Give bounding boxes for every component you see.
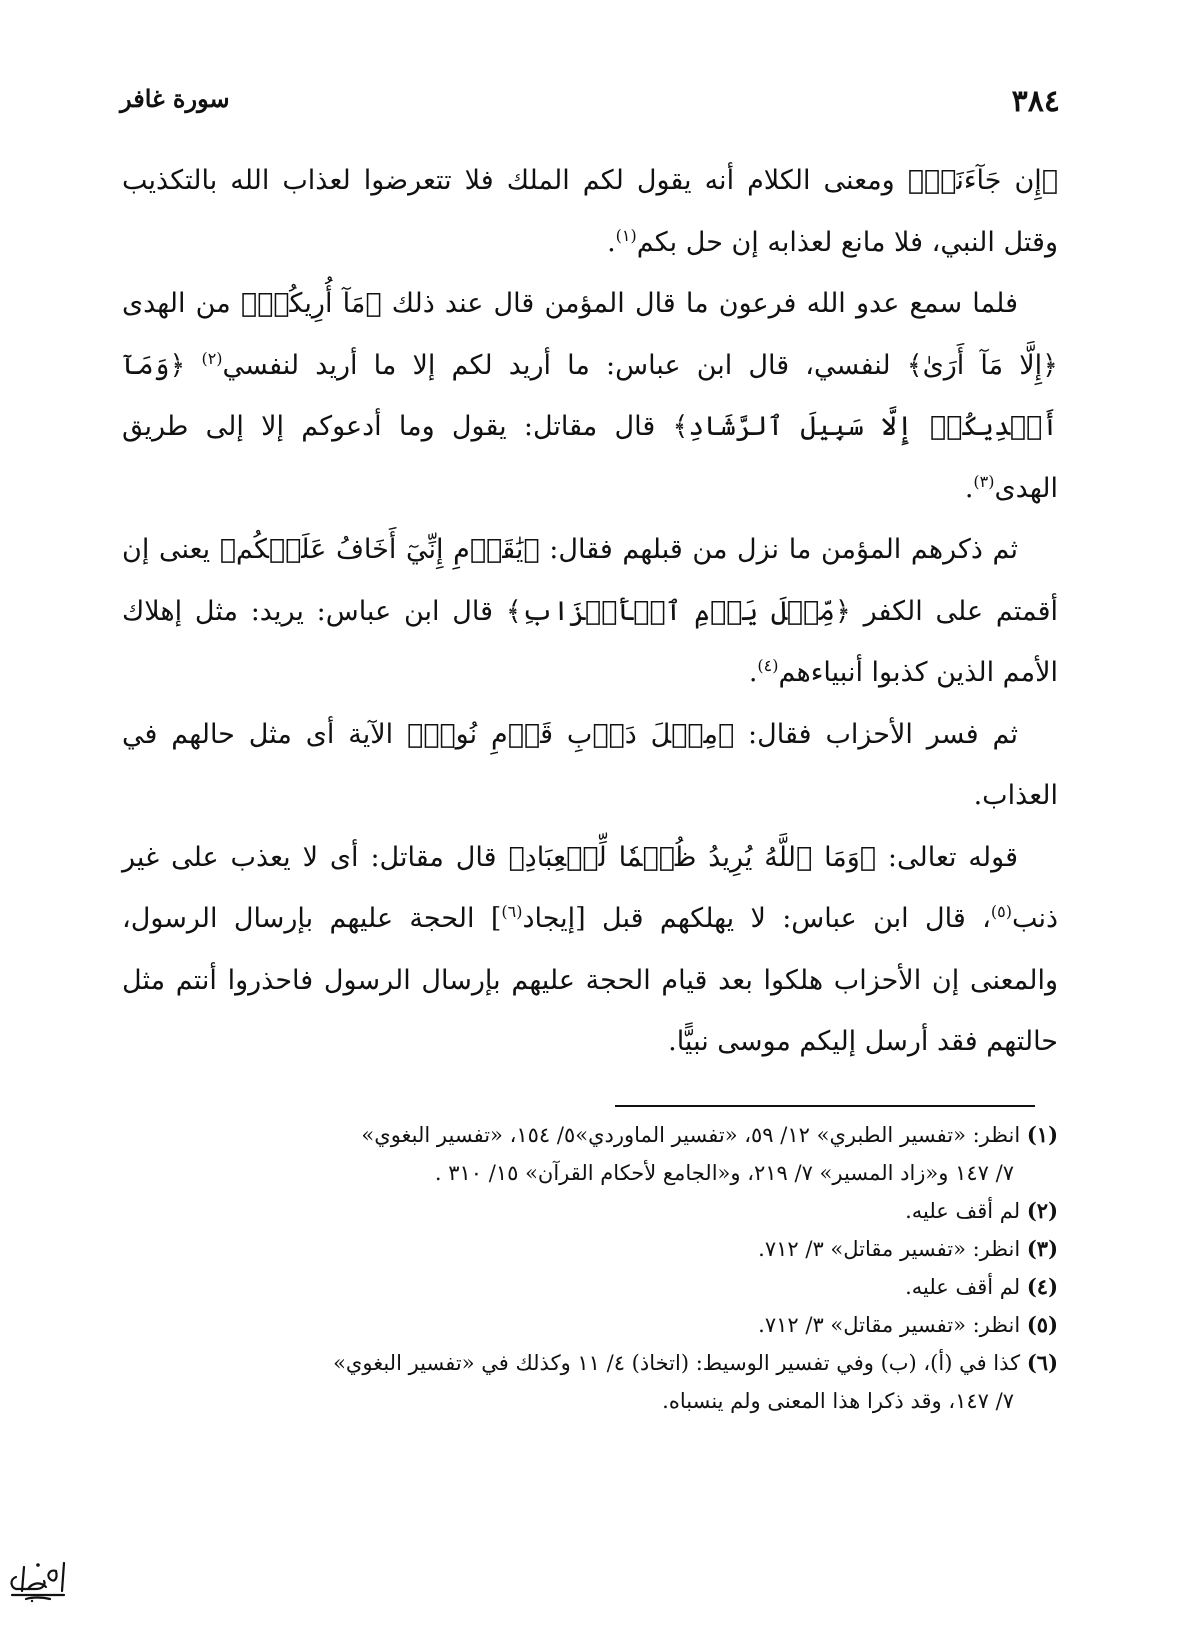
footnote-number: (٤) xyxy=(1026,1274,1058,1299)
quran-quote: ﴿إِلَّا مَآ أَرَىٰ﴾ xyxy=(906,349,1058,381)
text-run xyxy=(185,350,201,381)
text-run: . xyxy=(964,472,974,504)
footnote-ref: (٥) xyxy=(990,902,1012,921)
footnote-text: لم أقف عليه. xyxy=(905,1275,1027,1299)
footnote-number: (٢) xyxy=(1026,1198,1058,1223)
page-header xyxy=(120,78,1060,128)
footnote xyxy=(125,1306,1058,1344)
footnote-ref: (٦) xyxy=(501,902,523,921)
text-run: يعنى إن أقمتم على الكفر xyxy=(122,534,1058,627)
text-run: قال مقاتل: يقول وما أدعوكم إلا إلى طريق الهدى xyxy=(122,411,1058,504)
quran-quote: ﴿يَٰقَوۡمِ إِنِّيٓ أَخَافُ عَلَيۡكُم﴾ xyxy=(219,534,540,565)
footnote-ref: (٢) xyxy=(201,348,223,368)
surah-name: سورة غافر xyxy=(120,84,230,113)
text-run: ، قال ابن عباس: لا يهلكهم قبل [إيجاد xyxy=(522,903,991,934)
text-run: قوله تعالى: xyxy=(876,841,1018,873)
text-run: . xyxy=(607,226,616,258)
footnote-text: كذا في (أ)، (ب) وفي تفسير الوسيط: (اتخاذ) ٤/ ١١ وكذلك في «تفسير البغوي» xyxy=(333,1351,1027,1375)
footnote xyxy=(125,1230,1058,1268)
page-number: ٣٨٤ xyxy=(1011,84,1060,119)
footnote-ref: (٤) xyxy=(757,656,779,675)
text-run: قال ابن عباس: يريد: مثل إهلاك الأمم الذين كذبوا أنبياءهم xyxy=(122,595,1058,688)
paragraph xyxy=(122,827,1058,1073)
main-text xyxy=(122,150,1058,1073)
footnote-number: (٣) xyxy=(1026,1236,1058,1261)
text-run: ثم فسر الأحزاب فقال: xyxy=(734,718,1019,750)
footnote-number: (٦) xyxy=(1026,1350,1058,1375)
quran-quote: ﴿مِّثۡلَ يَوۡمِ ٱلۡأَحۡزَابِ﴾ xyxy=(505,595,851,627)
footnote-continuation: ٧/ ١٤٧، وقد ذكرا هذا المعنى ولم ينسباه. xyxy=(662,1389,1014,1413)
footnote-text: لم أقف عليه. xyxy=(905,1199,1027,1223)
text-run: ] الحجة عليهم بإرسال الرسول، والمعنى إن الأحزاب هلكوا بعد قيام الحجة عليهم بإرسال الرسول فاحذروا أنتم مثل حالتهم فقد أرسل إليكم موسى نبيًّا. xyxy=(122,903,1058,1057)
footnote xyxy=(125,1116,1058,1192)
footnote-ref: (١) xyxy=(615,225,637,245)
footnote xyxy=(125,1192,1058,1230)
footnote-number: (١) xyxy=(1026,1122,1058,1147)
text-run: ومعنى الكلام أنه يقول لكم الملك فلا تتعرضوا لعذاب الله بالتكذيب وقتل النبي، فلا مانع لعذابه إن حل بكم xyxy=(122,165,1058,258)
quran-quote: ﴿إِن جَآءَنَاۚ﴾ xyxy=(907,165,1059,196)
paragraph xyxy=(122,150,1058,273)
text-run: . xyxy=(748,657,758,688)
footnote xyxy=(125,1344,1058,1420)
footnote xyxy=(125,1268,1058,1306)
quran-quote: ﴿وَمَا ٱللَّهُ يُرِيدُ ظُلۡمٗا لِّلۡعِبَادِ﴾ xyxy=(508,841,876,873)
calligraphy-logo-icon xyxy=(6,1557,70,1605)
quran-quote: ﴿مَآ أُرِيكُمۡ﴾ xyxy=(240,288,382,319)
quran-quote: ﴿وَمَآ أَهۡدِيكُمۡ إِلَّا سَبِيلَ ٱلرَّشَادِ﴾ xyxy=(122,349,1058,442)
paragraph xyxy=(122,704,1058,827)
text-run: ثم ذكرهم المؤمن ما نزل من قبلهم فقال: xyxy=(539,534,1019,565)
footnote-number: (٥) xyxy=(1026,1312,1058,1337)
footnote-text: انظر: «تفسير مقاتل» ٣/ ٧١٢. xyxy=(758,1237,1027,1261)
paragraph xyxy=(122,519,1058,704)
footnote-text: انظر: «تفسير الطبري» ١٢/ ٥٩، «تفسير الماوردي»٥/ ١٥٤، «تفسير البغوي» xyxy=(361,1123,1027,1147)
footnotes xyxy=(125,1116,1058,1420)
footnote-divider xyxy=(615,1105,1035,1107)
text-run: فلما سمع عدو الله فرعون ما قال المؤمن قال عند ذلك xyxy=(381,288,1018,319)
footnote-ref: (٣) xyxy=(973,471,995,491)
text-run: الآية أى مثل حالهم في العذاب. xyxy=(122,718,1058,811)
footnote-text: انظر: «تفسير مقاتل» ٣/ ٧١٢. xyxy=(758,1313,1027,1337)
text-run: من الهدى xyxy=(122,288,241,319)
text-run: لنفسي، قال ابن عباس: ما أريد لكم إلا ما أريد لنفسي xyxy=(222,349,907,381)
quran-quote: ﴿مِثۡلَ دَأۡبِ قَوۡمِ نُوحٖ﴾ xyxy=(407,718,735,750)
footnote-continuation: ٧/ ١٤٧ و«زاد المسير» ٧/ ٢١٩، و«الجامع لأحكام القرآن» ١٥/ ٣١٠ . xyxy=(434,1161,1014,1185)
text-run: قال مقاتل: أى لا يعذب على غير ذنب xyxy=(122,841,1058,934)
paragraph xyxy=(122,273,1058,519)
